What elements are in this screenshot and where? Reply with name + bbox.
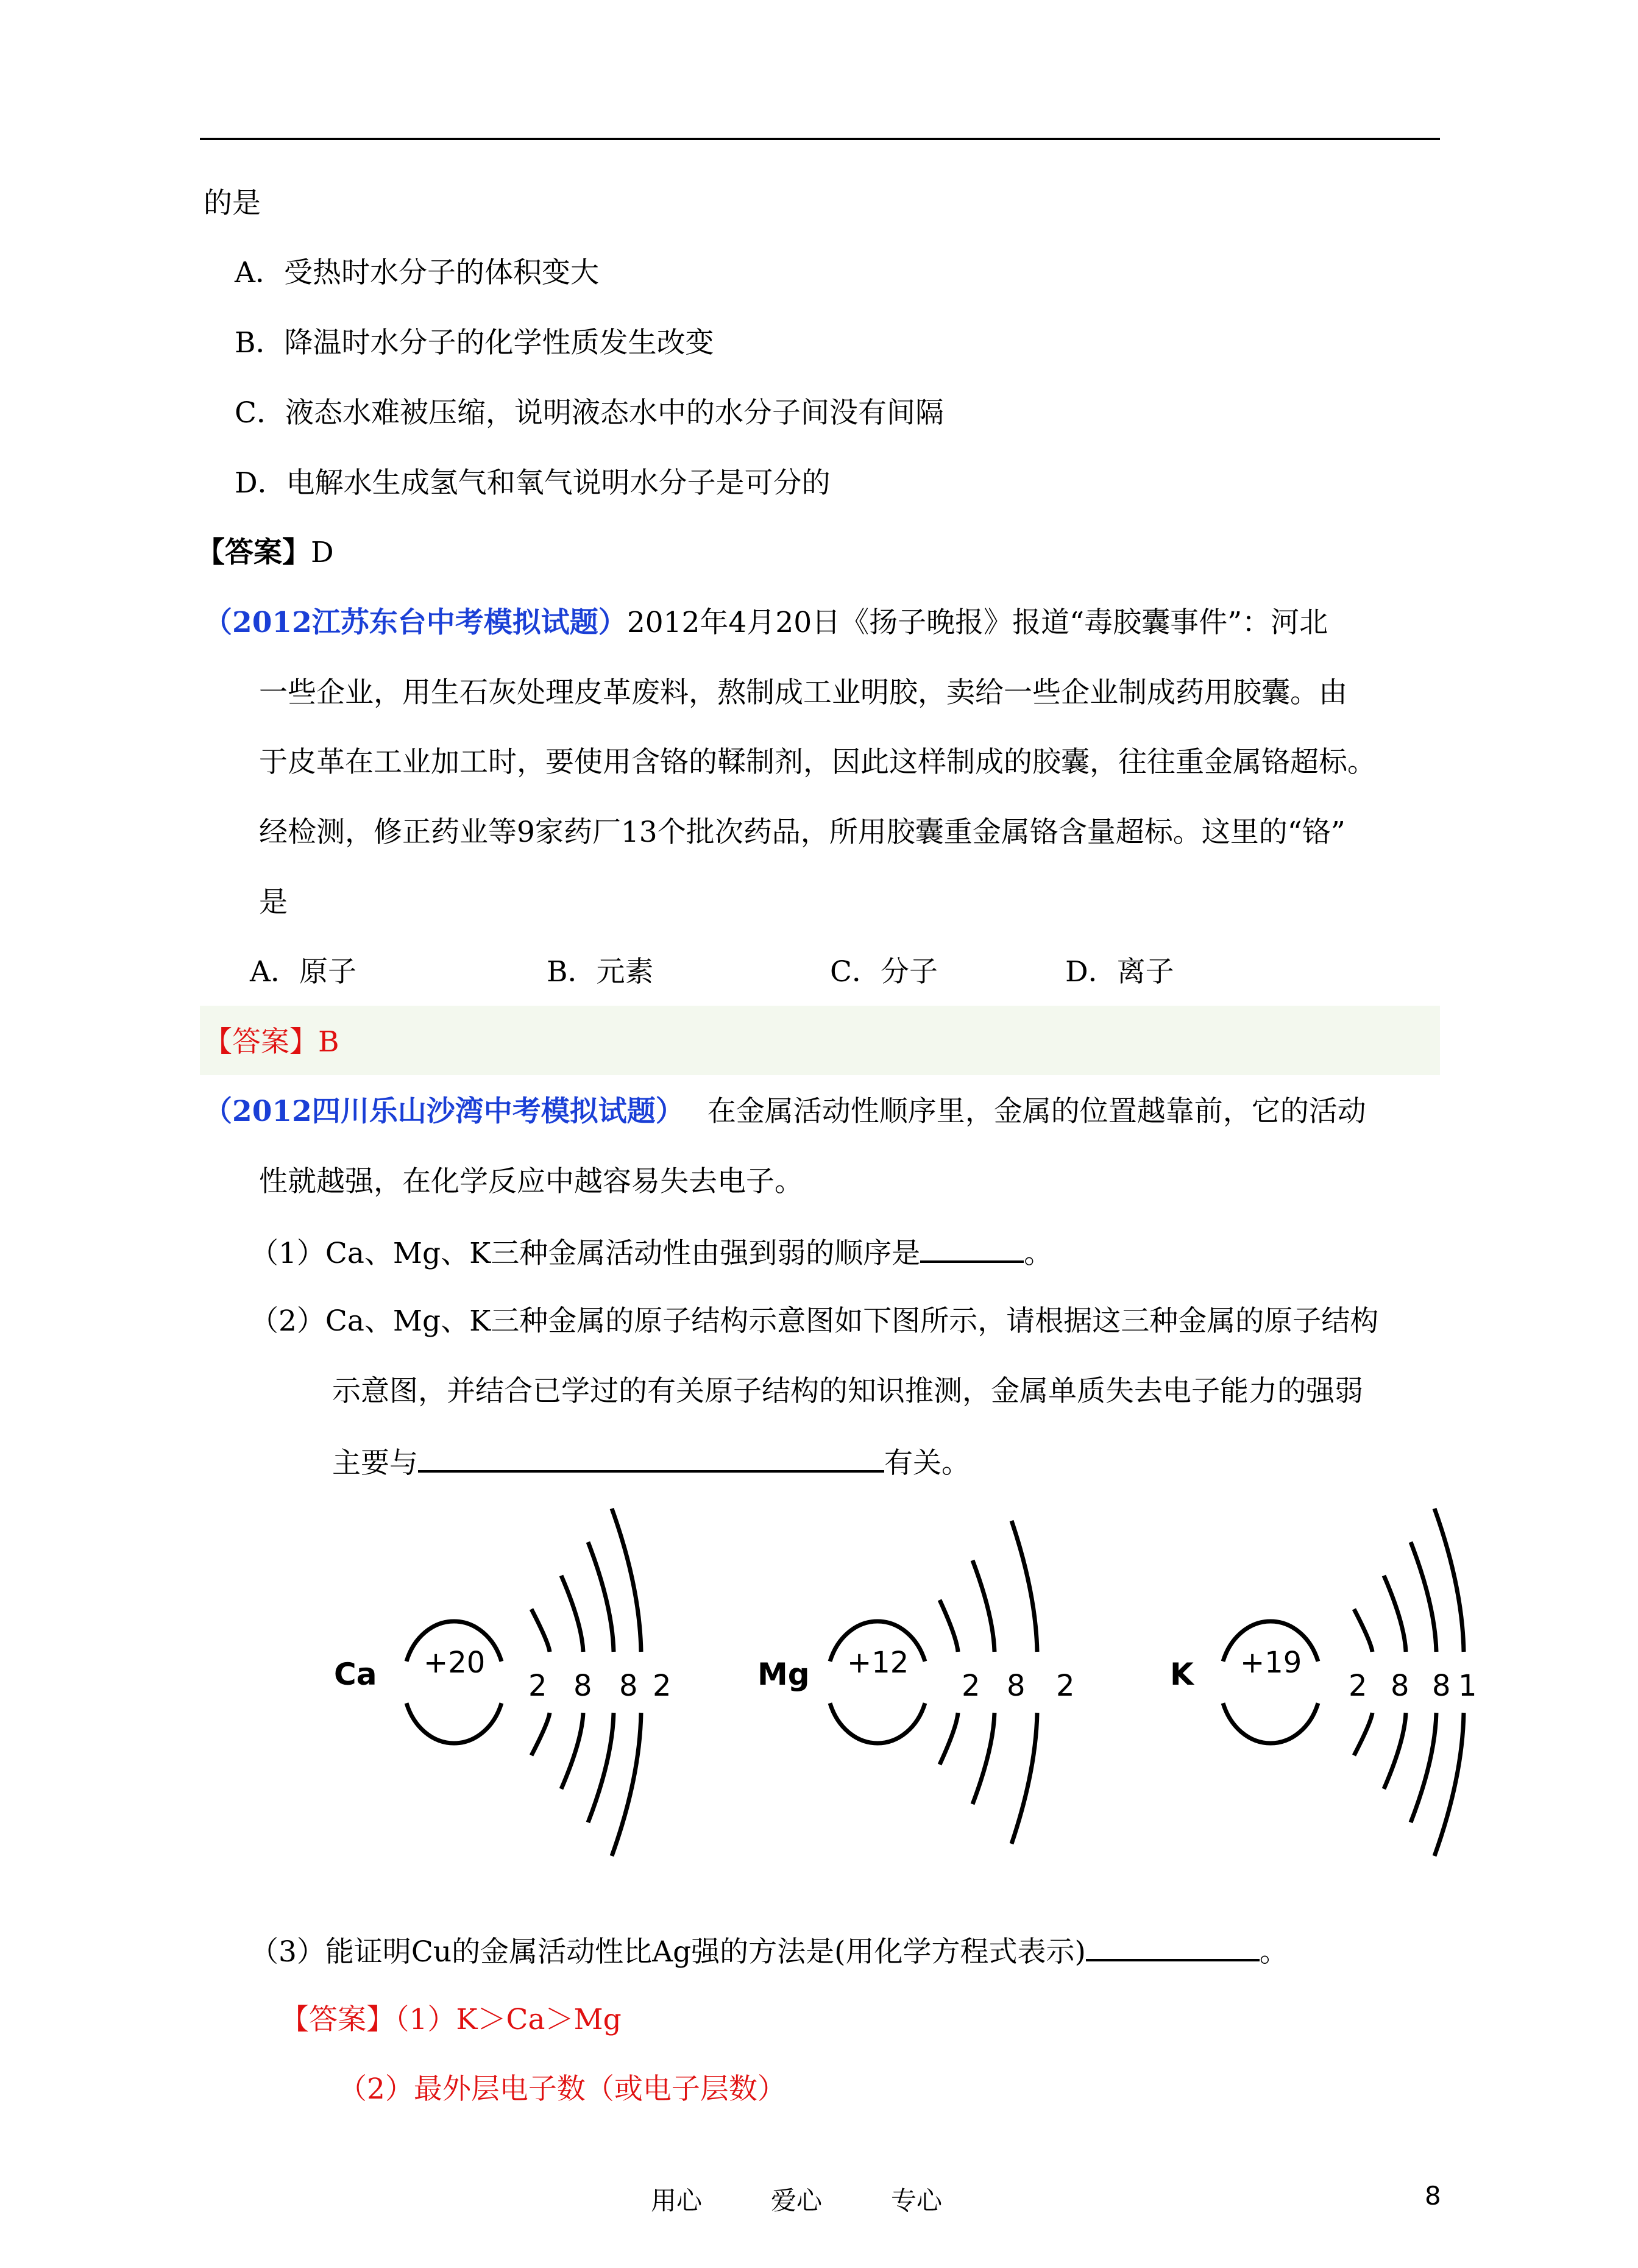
shell-electron-count: 2 <box>1349 1669 1367 1703</box>
electron-shell-arc-upper <box>612 1509 641 1652</box>
electron-shell-arc-upper <box>1012 1521 1037 1652</box>
electron-shell-arc-lower <box>1411 1713 1436 1822</box>
q3-source: （2012四川乐山沙湾中考模拟试题） <box>204 1095 684 1128</box>
q3-part3 <box>250 1932 1288 1971</box>
q3-part3-end: 。 <box>1259 1935 1288 1969</box>
footer-item-3: 专心 <box>891 2186 943 2216</box>
q2-source: （2012江苏东台中考模拟试题） <box>204 606 627 639</box>
electron-shell-arc-upper <box>973 1560 994 1652</box>
q2-answer <box>204 1024 339 1061</box>
q2-line-1: 2012年4月20日《扬子晚报》报道“毒胶囊事件”：河北 <box>626 606 1328 639</box>
q3-part2-line3 <box>332 1443 970 1482</box>
electron-shell-arc-upper <box>1434 1509 1464 1652</box>
footer-item-2: 爱心 <box>771 2186 823 2216</box>
footer-item-1: 用心 <box>651 2186 703 2216</box>
q1-answer <box>196 535 334 571</box>
electron-shell-arc-lower <box>940 1713 958 1765</box>
q2-line-3: 于皮革在工业加工时，要使用含铬的鞣制剂，因此这样制成的胶囊，往往重金属铬超标。 <box>259 745 1376 779</box>
shell-electron-count: 2 <box>528 1669 547 1703</box>
q2-answer-label: 【答案】 <box>204 1025 318 1059</box>
q1-answer-value: D <box>311 536 334 569</box>
q3-part3-blank[interactable] <box>1086 1932 1260 1961</box>
element-symbol: Ca <box>334 1657 377 1692</box>
shell-electron-count: 1 <box>1458 1669 1477 1703</box>
q3-answer-1-text: （1）K＞Ca＞Mg <box>395 2003 622 2036</box>
electron-shell-arc-upper <box>561 1576 583 1652</box>
q3-part1-end: 。 <box>1024 1237 1053 1270</box>
nucleus-circle <box>830 1621 925 1743</box>
shell-electron-count: 8 <box>573 1669 592 1703</box>
electron-shell-arc-lower <box>531 1713 550 1755</box>
header-rule <box>200 138 1440 140</box>
element-symbol: Mg <box>757 1657 810 1692</box>
q2-option-c: C．分子 <box>830 955 938 989</box>
shell-electron-count: 8 <box>1391 1669 1409 1703</box>
q2-option-a: A．原子 <box>250 955 356 989</box>
q3-part2-end: 有关。 <box>884 1446 970 1480</box>
q3-part2-text: 主要与 <box>332 1446 418 1480</box>
q2-line-5: 是 <box>259 886 288 919</box>
answer-highlight <box>200 1006 1440 1075</box>
q3-part2-line2: 示意图，并结合已学过的有关原子结构的知识推测，金属单质失去电子能力的强弱 <box>332 1374 1363 1408</box>
q2-first-line <box>204 605 1328 641</box>
element-symbol: K <box>1170 1657 1194 1692</box>
page-number: 8 <box>1425 2181 1441 2211</box>
shell-electron-count: 2 <box>1056 1669 1075 1703</box>
nucleus-circle <box>406 1621 502 1743</box>
shell-electron-count: 8 <box>1432 1669 1451 1703</box>
q3-first-line <box>204 1093 1366 1130</box>
electron-shell-arc-lower <box>1384 1713 1406 1789</box>
shell-electron-count: 8 <box>619 1669 638 1703</box>
electron-shell-arc-lower <box>588 1713 614 1822</box>
electron-shell-arc-upper <box>1354 1609 1372 1652</box>
nuclear-charge: +12 <box>847 1646 909 1680</box>
shell-electron-count: 2 <box>962 1669 980 1703</box>
nuclear-charge: +20 <box>424 1646 486 1680</box>
q2-line-2: 一些企业，用生石灰处理皮革废料，熬制成工业明胶，卖给一些企业制成药用胶囊。由 <box>259 676 1347 709</box>
q1-option-c: C．液态水难被压缩，说明液态水中的水分子间没有间隔 <box>235 396 944 430</box>
shell-electron-count: 2 <box>653 1669 672 1703</box>
electron-shell-arc-lower <box>1012 1713 1037 1844</box>
intro-tail: 的是 <box>204 187 261 220</box>
q3-part1-blank[interactable] <box>920 1234 1024 1263</box>
q2-answer-value: B <box>318 1025 339 1059</box>
shell-electron-count: 8 <box>1007 1669 1026 1703</box>
q2-line-4: 经检测，修正药业等9家药厂13个批次药品，所用胶囊重金属铬含量超标。这里的“铬” <box>259 816 1346 849</box>
electron-shell-arc-lower <box>1434 1713 1464 1856</box>
q1-answer-label: 【答案】 <box>196 536 311 569</box>
q3-part1-text: （1）Ca、Mg、K三种金属活动性由强到弱的顺序是 <box>250 1237 921 1270</box>
nucleus-circle <box>1223 1621 1318 1743</box>
electron-shell-arc-lower <box>973 1713 994 1804</box>
q3-answer-1 <box>280 2002 622 2038</box>
electron-shell-arc-lower <box>612 1713 641 1856</box>
q1-option-a: A．受热时水分子的体积变大 <box>235 256 599 290</box>
electron-shell-arc-upper <box>531 1609 550 1652</box>
electron-shell-arc-upper <box>588 1542 614 1652</box>
electron-shell-arc-lower <box>1354 1713 1372 1755</box>
q1-option-b: B．降温时水分子的化学性质发生改变 <box>235 326 714 360</box>
q3-part2-blank[interactable] <box>418 1443 884 1473</box>
q2-option-b: B．元素 <box>547 955 654 989</box>
nuclear-charge: +19 <box>1240 1646 1302 1680</box>
q1-option-d: D．电解水生成氢气和氧气说明水分子是可分的 <box>235 466 831 500</box>
q3-stem-2: 性就越强，在化学反应中越容易失去电子。 <box>259 1165 803 1198</box>
electron-shell-arc-upper <box>1411 1542 1436 1652</box>
q3-stem-1: 在金属活动性顺序里，金属的位置越靠前，它的活动 <box>707 1095 1366 1128</box>
electron-shell-arc-upper <box>1384 1576 1406 1652</box>
q3-part3-text: （3）能证明Cu的金属活动性比Ag强的方法是(用化学方程式表示) <box>250 1935 1086 1969</box>
q2-option-d: D．离子 <box>1065 955 1174 989</box>
q3-part1 <box>250 1234 1052 1272</box>
electron-shell-arc-lower <box>561 1713 583 1789</box>
q3-answer-2: （2）最外层电子数（或电子层数） <box>338 2072 786 2106</box>
q3-part2-line1: （2）Ca、Mg、K三种金属的原子结构示意图如下图所示，请根据这三种金属的原子结构 <box>250 1304 1379 1338</box>
electron-shell-arc-upper <box>940 1600 958 1652</box>
q3-answer-label: 【答案】 <box>280 2003 395 2036</box>
